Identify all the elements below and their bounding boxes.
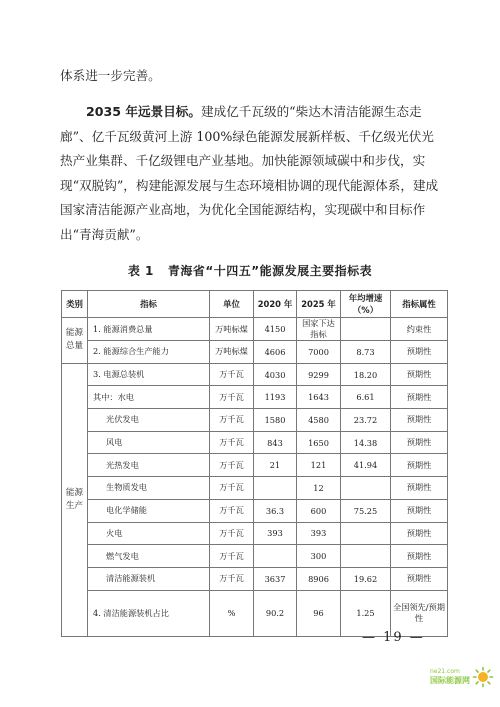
cell-indicator: 4. 清洁能源装机占比 — [88, 590, 210, 636]
table-caption-title: 青海省“十四五”能源发展主要指标表 — [167, 264, 373, 278]
cell-unit: 万千瓦 — [210, 454, 254, 477]
cell-growth: 19.62 — [341, 567, 391, 590]
cell-2025: 7000 — [297, 341, 341, 364]
cell-attribute: 约束性 — [391, 318, 448, 341]
cell-indicator: 燃气发电 — [88, 545, 210, 568]
table-row — [62, 522, 448, 545]
cell-unit: 万千瓦 — [210, 431, 254, 454]
table-row — [62, 409, 448, 432]
cell-2020: 1193 — [254, 386, 297, 409]
cell-growth: 75.25 — [341, 499, 391, 522]
cell-attribute: 预期性 — [391, 522, 448, 545]
cell-unit: 万千瓦 — [210, 567, 254, 590]
watermark-text-cn: 国际能源网 — [430, 676, 470, 685]
cell-indicator: 电化学储能 — [88, 499, 210, 522]
cell-indicator: 3. 电源总装机 — [88, 363, 210, 386]
cell-indicator: 生物质发电 — [88, 477, 210, 500]
cell-indicator: 光热发电 — [88, 454, 210, 477]
cell-2025: 9299 — [297, 363, 341, 386]
cell-indicator: 风电 — [88, 431, 210, 454]
cell-indicator: 2. 能源综合生产能力 — [88, 341, 210, 364]
cell-2025: 1643 — [297, 386, 341, 409]
header-attribute: 指标属性 — [391, 291, 448, 318]
cell-2025: 393 — [297, 522, 341, 545]
watermark-text-en: ne21.com — [430, 668, 460, 675]
table-row — [62, 454, 448, 477]
cell-attribute: 预期性 — [391, 363, 448, 386]
cell-unit: 万千瓦 — [210, 499, 254, 522]
cell-growth: 14.38 — [341, 431, 391, 454]
cell-2020: 4030 — [254, 363, 297, 386]
energy-indicator-table — [61, 290, 448, 637]
cell-attribute: 预期性 — [391, 431, 448, 454]
cell-2020 — [254, 545, 297, 568]
page-number: — 19 — — [362, 630, 425, 645]
cell-attribute: 预期性 — [391, 409, 448, 432]
cell-2020: 1580 — [254, 409, 297, 432]
cell-unit: 万千瓦 — [210, 409, 254, 432]
cell-2020: 21 — [254, 454, 297, 477]
table-row — [62, 386, 448, 409]
cell-unit: % — [210, 590, 254, 636]
cell-attribute: 全国领先/预期性 — [391, 590, 448, 636]
paragraph-continuation: 体系进一步完善。 — [60, 68, 161, 83]
cell-2025: 4580 — [297, 409, 341, 432]
table-row — [62, 363, 448, 386]
cell-indicator: 火电 — [88, 522, 210, 545]
cell-growth: 6.61 — [341, 386, 391, 409]
cell-2025: 300 — [297, 545, 341, 568]
cell-2025: 96 — [297, 590, 341, 636]
watermark-text — [430, 668, 470, 686]
cell-2020: 4606 — [254, 341, 297, 364]
cell-growth: 23.72 — [341, 409, 391, 432]
cell-attribute: 预期性 — [391, 477, 448, 500]
cell-2025: 国家下达指标 — [297, 318, 341, 341]
cell-2020: 843 — [254, 431, 297, 454]
paragraph-2035-goal — [60, 100, 444, 247]
cell-2025: 8906 — [297, 567, 341, 590]
header-2020: 2020 年 — [254, 291, 297, 318]
cell-unit: 万千瓦 — [210, 386, 254, 409]
cell-attribute: 预期性 — [391, 454, 448, 477]
cell-2020: 393 — [254, 522, 297, 545]
cell-growth — [341, 545, 391, 568]
table-caption — [0, 262, 500, 279]
table-row — [62, 499, 448, 522]
paragraph-text: 建成亿千瓦级的“柴达木清洁能源生态走廊”、亿千瓦级黄河上游 100%绿色能源发展新样板、千亿级光伏光热产业集群、千亿级锂电产业基地。加快能源领域碳中和步伐，实现“双脱钩”，构建能源发展与生态环境相协调的现代能源体系，建成国家清洁能源产业高地，为优化全国能源结构，实现碳中和目标作出“青海贡献”。 — [60, 104, 439, 242]
cell-growth — [341, 318, 391, 341]
table-header-row — [62, 291, 448, 318]
cell-unit: 万千瓦 — [210, 363, 254, 386]
cell-growth — [341, 477, 391, 500]
group-energy-production: 能源生产 — [62, 363, 88, 636]
cell-2025: 600 — [297, 499, 341, 522]
sun-logo-icon — [472, 666, 494, 688]
header-growth: 年均增速（%） — [341, 291, 391, 318]
table-row — [62, 545, 448, 568]
table-row — [62, 341, 448, 364]
cell-2025: 12 — [297, 477, 341, 500]
cell-2025: 1650 — [297, 431, 341, 454]
cell-2020: 36.3 — [254, 499, 297, 522]
paragraph-lead: 2035 年远景目标。 — [86, 104, 201, 119]
cell-unit: 万吨标煤 — [210, 341, 254, 364]
table-caption-label: 表 1 — [127, 264, 154, 278]
header-indicator: 指标 — [88, 291, 210, 318]
table-row — [62, 477, 448, 500]
cell-growth — [341, 522, 391, 545]
watermark — [424, 666, 494, 692]
cell-indicator: 1. 能源消费总量 — [88, 318, 210, 341]
cell-2020: 90.2 — [254, 590, 297, 636]
cell-attribute: 预期性 — [391, 499, 448, 522]
cell-growth: 1.25 — [341, 590, 391, 636]
header-category: 类别 — [62, 291, 88, 318]
header-2025: 2025 年 — [297, 291, 341, 318]
cell-growth: 41.94 — [341, 454, 391, 477]
cell-indicator: 其中：水电 — [88, 386, 210, 409]
cell-growth: 18.20 — [341, 363, 391, 386]
cell-indicator: 清洁能源装机 — [88, 567, 210, 590]
cell-unit: 万吨标煤 — [210, 318, 254, 341]
cell-2020: 3637 — [254, 567, 297, 590]
header-unit: 单位 — [210, 291, 254, 318]
cell-2020: 4150 — [254, 318, 297, 341]
cell-attribute: 预期性 — [391, 567, 448, 590]
group-energy-total: 能源总量 — [62, 318, 88, 364]
cell-growth: 8.73 — [341, 341, 391, 364]
cell-unit: 万千瓦 — [210, 545, 254, 568]
cell-unit: 万千瓦 — [210, 522, 254, 545]
cell-2020 — [254, 477, 297, 500]
cell-attribute: 预期性 — [391, 341, 448, 364]
cell-indicator: 光伏发电 — [88, 409, 210, 432]
cell-attribute: 预期性 — [391, 386, 448, 409]
table-row — [62, 431, 448, 454]
cell-2025: 121 — [297, 454, 341, 477]
cell-unit: 万千瓦 — [210, 477, 254, 500]
cell-attribute: 预期性 — [391, 545, 448, 568]
table-row — [62, 567, 448, 590]
table-row — [62, 318, 448, 341]
